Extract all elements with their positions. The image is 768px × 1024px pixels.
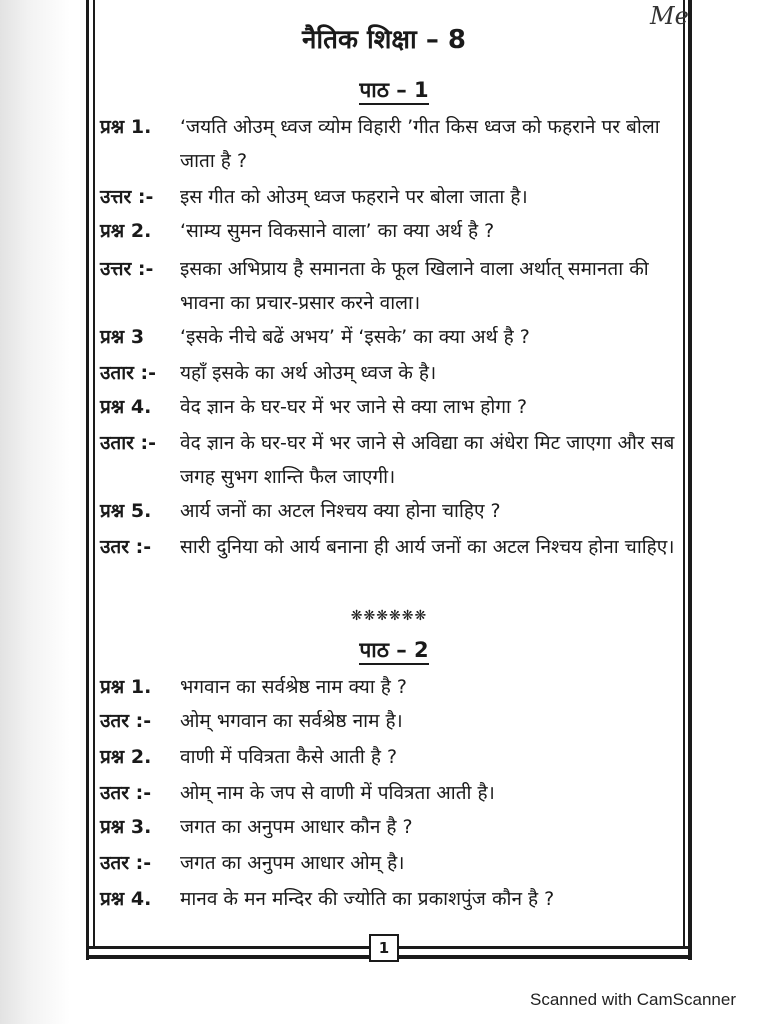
- scan-edge-shadow: [0, 0, 70, 1024]
- qa-label: उत्तर :-: [100, 258, 154, 280]
- qa-text: ‘इसके नीचे बढें अभय’ में ‘इसके’ का क्या अर्थ है ?: [180, 326, 530, 348]
- qa-text: इस गीत को ओउम् ध्वज फहराने पर बोला जाता है।: [180, 186, 528, 208]
- qa-label: उतार :-: [100, 362, 157, 384]
- qa-label: प्रश्न 4.: [100, 396, 152, 418]
- lesson-2-heading: पाठ – 2: [10, 636, 768, 664]
- qa-label: प्रश्न 1.: [100, 676, 152, 698]
- qa-label: प्रश्न 3.: [100, 816, 152, 838]
- handwritten-corner-mark: Me: [650, 2, 689, 30]
- qa-item: [100, 882, 690, 916]
- qa-item: [100, 110, 690, 178]
- qa-text: ‘साम्य सुमन विकसाने वाला’ का क्या अर्थ है ?: [180, 220, 495, 242]
- page-number: 1: [369, 934, 399, 962]
- qa-label: उतर :-: [100, 852, 152, 874]
- qa-text: आर्य जनों का अटल निश्चय क्या होना चाहिए ?: [180, 500, 501, 522]
- qa-text: वाणी में पवित्रता कैसे आती है ?: [180, 746, 398, 768]
- qa-label: प्रश्न 3: [100, 326, 145, 348]
- qa-item: [100, 704, 690, 738]
- qa-text: जगत का अनुपम आधार कौन है ?: [180, 816, 413, 838]
- qa-item: [100, 776, 690, 810]
- qa-text: ओम् भगवान का सर्वश्रेष्ठ नाम है।: [180, 710, 403, 732]
- qa-text: वेद ज्ञान के घर-घर में भर जाने से अविद्या का अंधेरा मिट जाएगा और सब जगह सुभग शान्ति फैल जाएगी।: [180, 432, 675, 488]
- qa-label: प्रश्न 2.: [100, 220, 152, 242]
- qa-item: [100, 320, 690, 354]
- qa-text: यहाँ इसके का अर्थ ओउम् ध्वज के है।: [180, 362, 437, 384]
- qa-item: [100, 740, 690, 774]
- scanner-watermark: Scanned with CamScanner: [529, 990, 736, 1009]
- qa-item: [100, 356, 690, 390]
- qa-text: वेद ज्ञान के घर-घर में भर जाने से क्या लाभ होगा ?: [180, 396, 528, 418]
- qa-item: [100, 670, 690, 704]
- qa-label: प्रश्न 4.: [100, 888, 152, 910]
- qa-item: [100, 390, 690, 424]
- qa-item: [100, 810, 690, 844]
- qa-item: [100, 494, 690, 528]
- qa-text: भगवान का सर्वश्रेष्ठ नाम क्या है ?: [180, 676, 407, 698]
- qa-text: जगत का अनुपम आधार ओम् है।: [180, 852, 405, 874]
- qa-label: उतर :-: [100, 782, 152, 804]
- qa-item: [100, 530, 690, 564]
- qa-text: ओम् नाम के जप से वाणी में पवित्रता आती है।: [180, 782, 495, 804]
- qa-text: इसका अभिप्राय है समानता के फूल खिलाने वाला अर्थात् समानता की भावना का प्रचार-प्रसार करने वाला।: [180, 258, 649, 314]
- qa-label: उत्तर :-: [100, 186, 154, 208]
- qa-label: उतार :-: [100, 432, 157, 454]
- qa-text: मानव के मन मन्दिर की ज्योति का प्रकाशपुंज कौन है ?: [180, 888, 555, 910]
- qa-item: [100, 252, 690, 320]
- lesson-1-heading: पाठ – 1: [10, 76, 768, 104]
- page-title: नैतिक शिक्षा – 8: [302, 25, 466, 55]
- qa-text: सारी दुनिया को आर्य बनाना ही आर्य जनों का अटल निश्चय होना चाहिए।: [180, 536, 675, 558]
- qa-label: प्रश्न 5.: [100, 500, 152, 522]
- qa-item: [100, 426, 690, 494]
- section-ornament: ❋❋❋❋❋❋: [350, 608, 428, 624]
- qa-text: ‘जयति ओउम् ध्वज व्योम विहारी ’गीत किस ध्वज को फहराने पर बोला जाता है ?: [180, 116, 660, 172]
- qa-label: उतर :-: [100, 536, 152, 558]
- qa-item: [100, 846, 690, 880]
- qa-label: प्रश्न 2.: [100, 746, 152, 768]
- page-border-inner-left: [93, 0, 95, 948]
- qa-item: [100, 214, 690, 248]
- qa-label: उतर :-: [100, 710, 152, 732]
- qa-label: प्रश्न 1.: [100, 116, 152, 138]
- qa-item: [100, 180, 690, 214]
